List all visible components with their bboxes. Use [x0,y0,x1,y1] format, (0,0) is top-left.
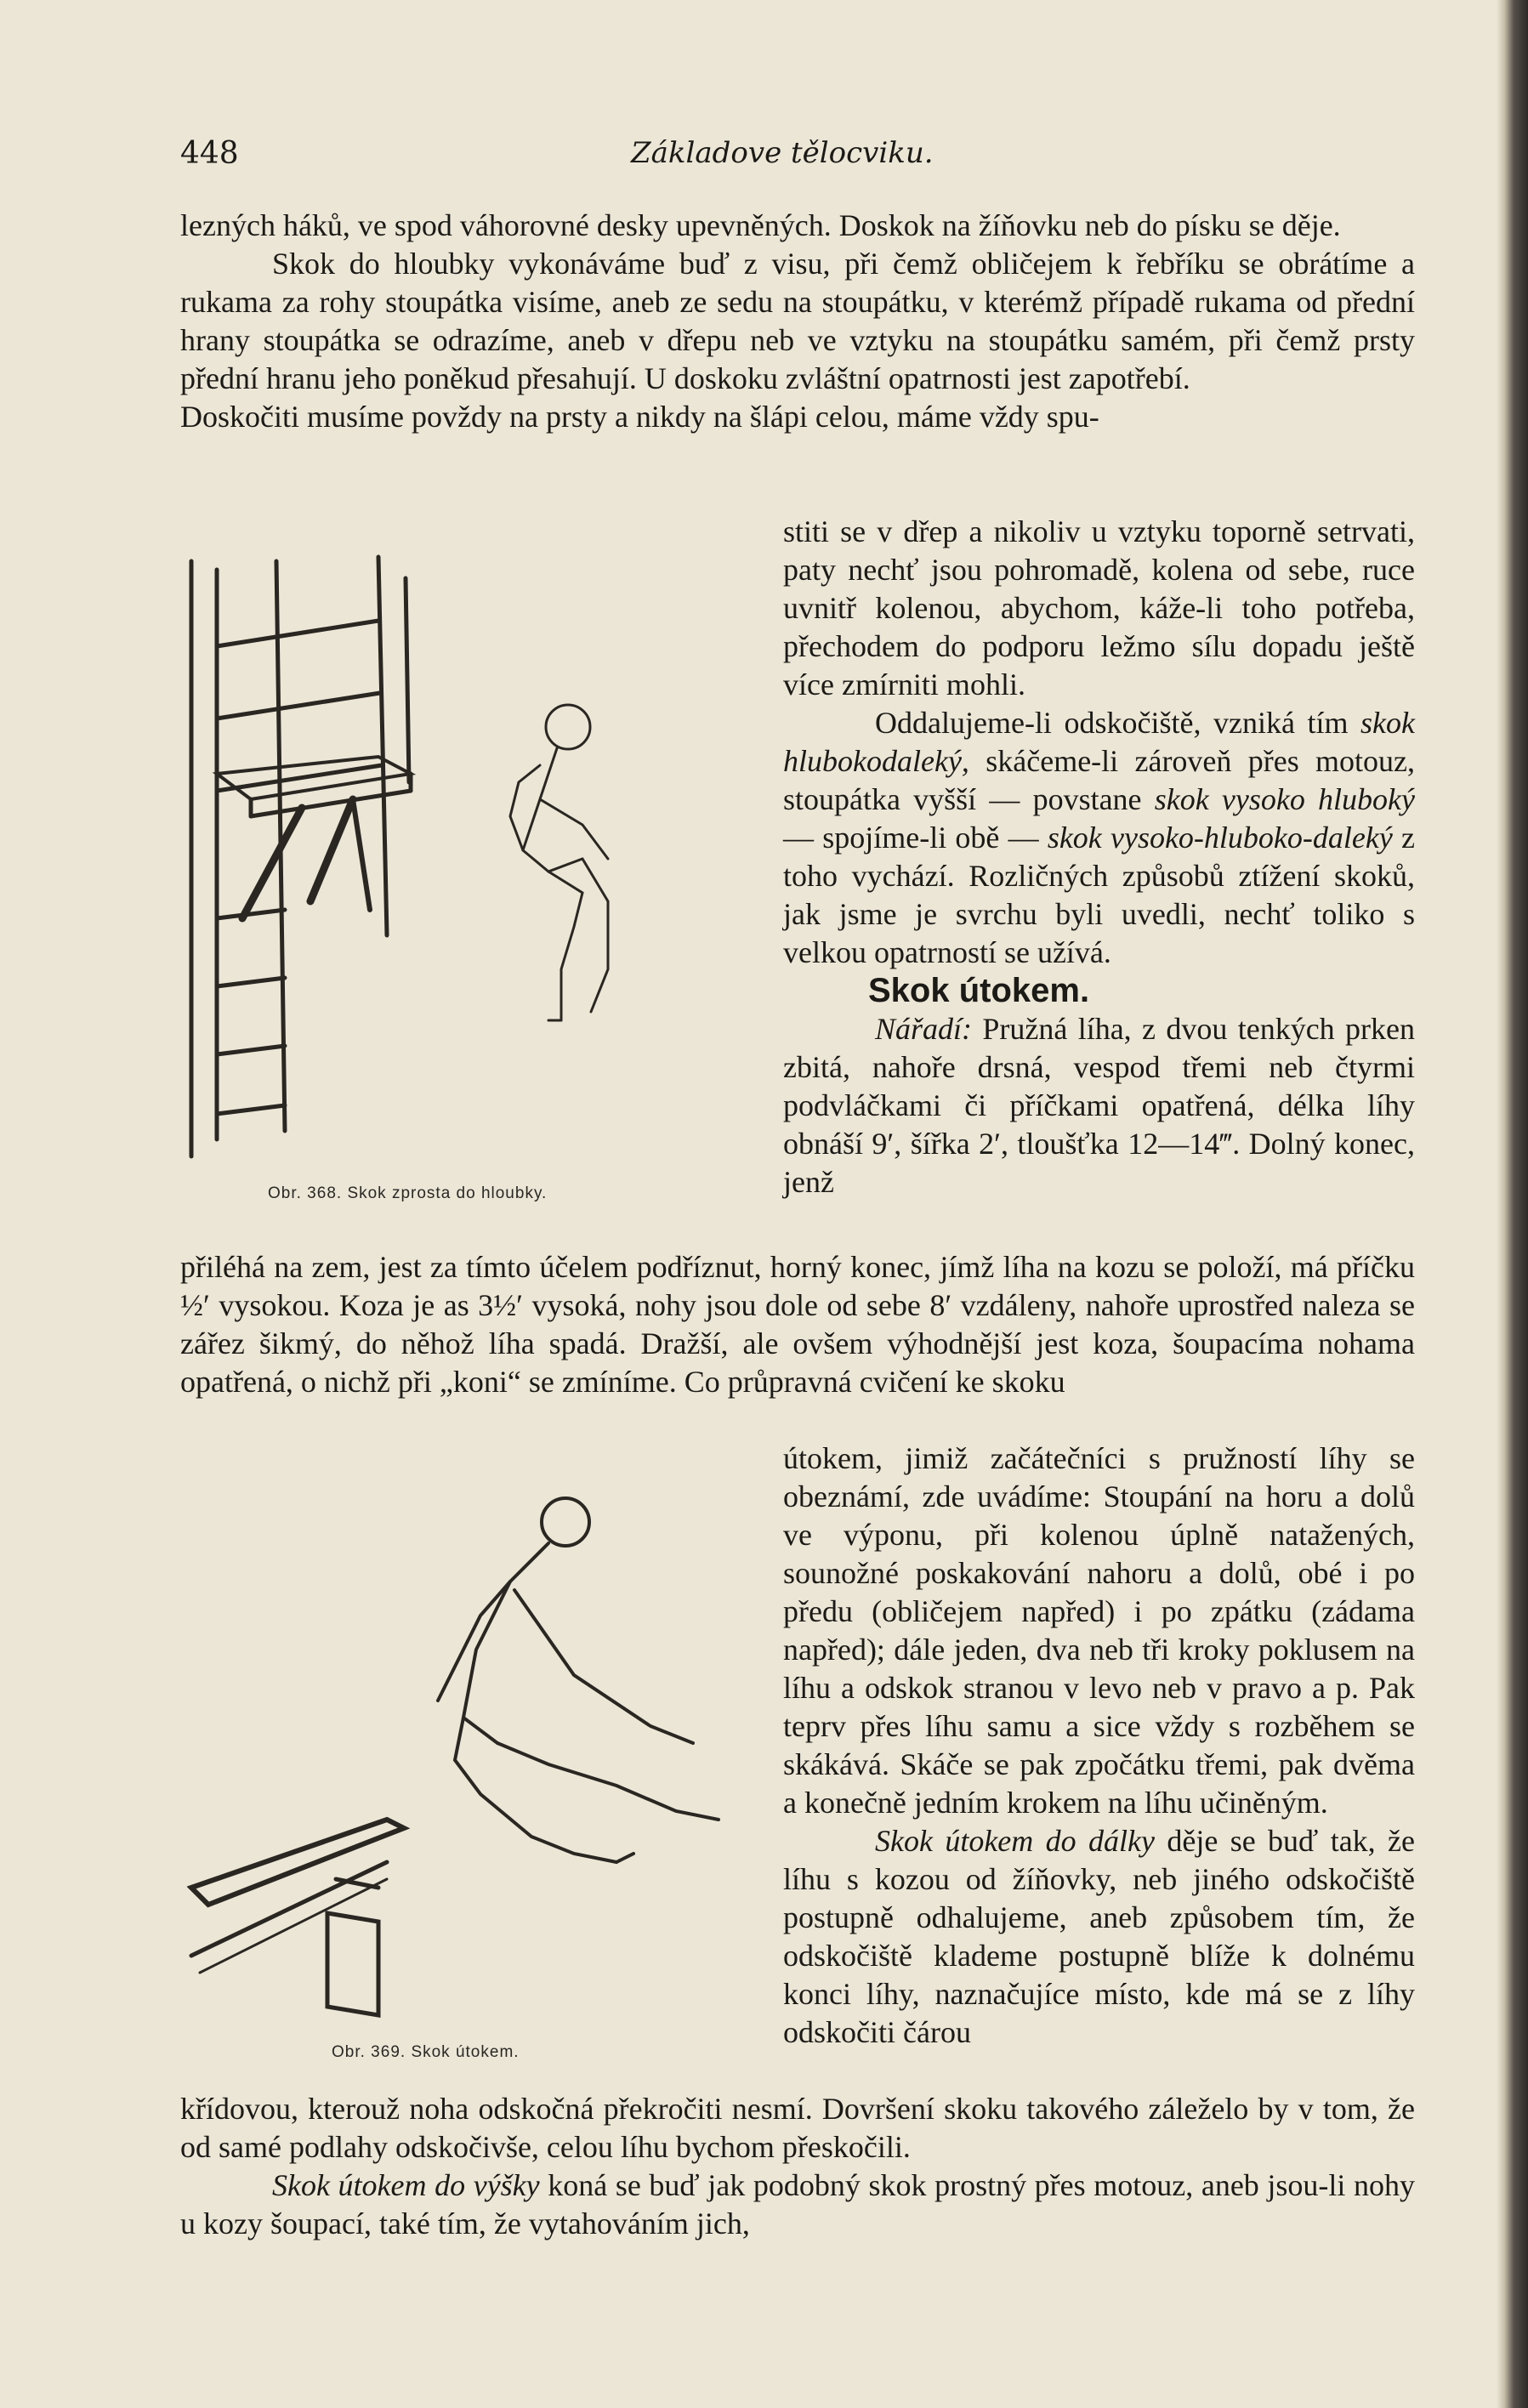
term-high-deep-long-jump: skok vysoko-hluboko-daleký [1047,821,1393,855]
section-heading: Skok útokem. [868,972,1090,1009]
page-number: 448 [180,136,239,171]
text-block-middle [180,1248,1415,1401]
paragraph-preparatory-exercises: útokem, jimiž začátečníci s pružností líhy se obeznámí, zde uvádíme: Stoupání na horu a dolů ve výponu, při kolenou úplně natažených, sounožné poskakování nahoru a dolů, obé i po předu (obličejem napřed) i po zpátku (zádama napřed); dále jeden, dva neb tři kroky poklusem na líhu a odskok stranou v levo neb v pravo a p. Pak teprv přes líhu samu a sice vždy s rozběhem se skákává. Skáče se pak zpočátku třemi, pak dvěma a konečně jedním krokem na líhu učiněným. [783,1441,1415,1820]
paragraph-apparatus: Nářadí: Pružná líha, z dvou tenkých prken zbitá, nahoře drsná, vespod třemi neb čtyrmi podvláčkami či příčkami opatřená, délka líhy obnáší 9′, šířka 2′, tloušťka 12—14‴. Dolný konec, jenž [783,1012,1415,1199]
ladder-jump-drawing [183,544,727,1173]
paragraph-chalk-line: křídovou, kterouž noha odskočná překročiti nesmí. Dovršení skoku takového záleželo by v tom, že od samé podlahy odskočivše, celou líhu bychom přeskočili. [180,2092,1415,2164]
term-run-high-jump: Skok útokem do výšky [272,2168,540,2202]
apparatus-label: Nářadí: [875,1012,973,1046]
term-high-deep-jump: skok vysoko hluboký [1154,782,1416,816]
text-column-right-2 [783,1440,1415,2052]
figure-368-illustration [183,544,727,1173]
running-head [180,136,1413,179]
figure-369-illustration [174,1479,736,2058]
paragraph-depth-jump: Skok do hloubky vykonáváme buď z visu, při čemž obličejem k řebříku se obrátíme a rukama za rohy stoupátka visíme, aneb ze sedu na stoupátku, v kterémž případě rukama od přední hrany stoupátka se odrazíme, aneb v dřepu neb ve vztyku na stoupátku samém, při čemž prsty přední hranu jeho poněkud přesahují. U doskoku zvláštní opatrnosti jest zapotřebí. [180,247,1415,395]
term-deep-long-jump: skok hlubokodaleký, [783,706,1415,778]
springboard-jump-drawing [174,1479,736,2058]
figure-369-caption: Obr. 369. Skok útokem. [332,2043,520,2061]
running-title: Základove tělocviku. [631,136,934,170]
paragraph-hooks: lezných háků, ve spod váhorovné desky upevněných. Doskok na žíňovku neb do písku se děje. [180,208,1341,242]
book-spine-edge [1497,0,1528,2408]
text-block-bottom [180,2090,1415,2243]
paragraph-springboard: přiléhá na zem, jest za tímto účelem podříznut, horný konec, jímž líha na kozu se položí, má příčku ½′ vysokou. Koza je as 3½′ vysoká, nohy jsou dole od sebe 8′ vzdáleny, nahoře uprostřed naleza se zářez šikmý, do něhož líha spadá. Dražší, ale ovšem výhodnější jest koza, šoupacíma nohama opatřená, o nichž při „koni“ se zmíníme. Co průpravná cvičení ke skoku [180,1250,1415,1399]
paragraph-landing-rest: stiti se v dřep a nikoliv u vztyku toporně setrvati, paty nechť jsou pohromadě, kolena od sebe, ruce uvnitř kolenou, abychom, káže-li toho potřeba, přechodem do podporu ležmo sílu dopadu ještě více zmírniti mohli. [783,514,1415,701]
text-block-top [180,207,1415,436]
paragraph-long-jump: Skok útokem do dálky děje se buď tak, že líhu s kozou od žíňovky, neb jiného odskočiště postupně odhalujeme, aneb způsobem tím, že odskočiště klademe postupně blíže k dolnému konci líhy, naznačujíce místo, kde má se z líhy odskočiti čárou [783,1824,1415,2049]
paragraph-high-jump: Skok útokem do výšky koná se buď jak podobný skok prostný přes motouz, aneb jsou-li nohy u kozy šoupací, také tím, že vytahováním jich, [180,2168,1416,2240]
term-run-long-jump: Skok útokem do dálky [875,1824,1155,1858]
paragraph-jump-variants: Oddalujeme-li odskočiště, vzniká tím skok hlubokodaleký, skáčeme-li zároveň přes motouz, stoupátka vyšší — povstane skok vysoko hluboký — spojíme-li obě — skok vysoko-hluboko-daleký z toho vychází. Rozličných způsobů ztížení skoků, jak jsme je svrchu byli uvedli, nechť toliko s velkou opatrností se užívá. [783,706,1416,969]
paragraph-landing-lead: Doskočiti musíme povždy na prsty a nikdy na šlápi celou, máme vždy spu- [180,400,1099,434]
text-column-right-1 [783,513,1415,1201]
figure-368-caption: Obr. 368. Skok zprosta do hloubky. [268,1184,548,1202]
